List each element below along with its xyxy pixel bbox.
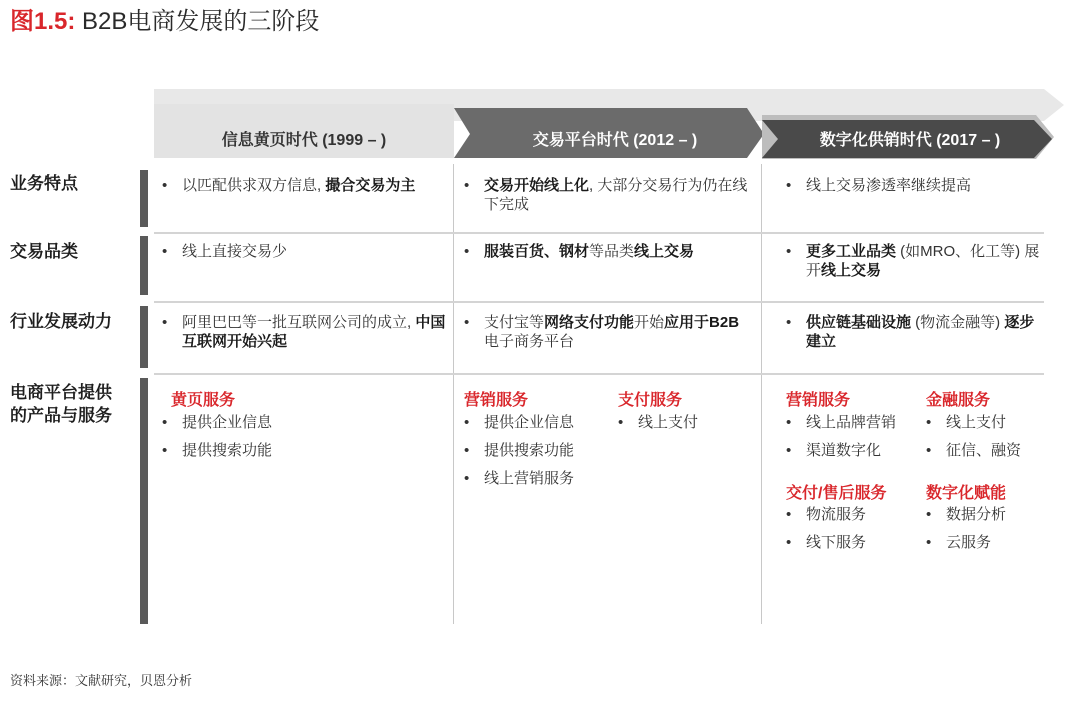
bullet: •: [464, 243, 470, 260]
service-item: [162, 441, 272, 461]
cell-drivers-era3: [786, 313, 1044, 351]
service-item-text: 线上支付: [638, 414, 699, 431]
service-item: [926, 533, 991, 553]
bullet: •: [926, 534, 932, 551]
service-item: [786, 441, 881, 461]
cell-text-bold: 逐步建立: [806, 314, 1035, 350]
row-divider: [154, 373, 1044, 375]
service-item-text: 征信、融资: [946, 442, 1022, 459]
service-item-text: 线上支付: [946, 414, 1007, 431]
service-heading-delivery: 交付/售后服务: [786, 485, 887, 502]
service-item: [618, 413, 698, 433]
row-divider: [154, 301, 1044, 303]
row-marker-bar: [140, 170, 148, 227]
bullet: •: [464, 470, 470, 487]
figure-title-text: B2B电商发展的三阶段: [82, 8, 320, 35]
bullet: •: [786, 177, 792, 194]
service-item-text: 线上品牌营销: [806, 414, 897, 431]
service-item-text: 数据分析: [946, 506, 1007, 523]
service-heading-payment: 支付服务: [618, 392, 683, 409]
cell-drivers-era1: [162, 313, 447, 351]
service-heading-yellow-pages: 黄页服务: [171, 392, 236, 409]
service-item: [786, 413, 896, 433]
cell-features-era3: [786, 176, 1041, 195]
bullet: •: [464, 314, 470, 331]
bullet: •: [786, 506, 792, 523]
cell-text: 支付宝等: [484, 314, 545, 331]
service-item-text: 线上营销服务: [484, 470, 575, 487]
bullet: •: [786, 442, 792, 459]
service-item: [162, 413, 272, 433]
cell-text-bold: 撮合交易为主: [325, 177, 416, 194]
bullet: •: [464, 442, 470, 459]
service-item: [464, 441, 574, 461]
cell-text-bold: 更多工业品类: [806, 243, 897, 260]
service-item: [464, 469, 574, 489]
bullet: •: [162, 442, 168, 459]
service-item-text: 线下服务: [806, 534, 867, 551]
cell-text-bold: 中国互联网开始兴起: [182, 314, 446, 350]
service-item: [786, 505, 866, 525]
cell-text-bold: 应用于B2B: [664, 314, 740, 331]
bullet: •: [162, 243, 168, 260]
service-item-text: 渠道数字化: [806, 442, 882, 459]
cell-text-bold: 供应链基础设施: [806, 314, 912, 331]
cell-features-era1: [162, 176, 447, 195]
row-marker-bar: [140, 306, 148, 368]
cell-text: 阿里巴巴等一批互联网公司的成立,: [182, 314, 416, 331]
bullet: •: [162, 414, 168, 431]
cell-text: (如MRO、化工等) 展开: [806, 243, 1040, 279]
cell-categories-era2: [464, 242, 754, 261]
cell-categories-era3: [786, 242, 1044, 280]
cell-text-bold: 服装百货、钢材: [484, 243, 590, 260]
service-item: [926, 413, 1006, 433]
era-label-digital-supply: 数字化供销时代 (2017 – ): [819, 132, 1001, 149]
service-heading-finance: 金融服务: [926, 392, 991, 409]
cell-text: 开始: [634, 314, 665, 331]
service-item-text: 提供企业信息: [484, 414, 575, 431]
row-label-line-1: 电商平台提供: [10, 383, 112, 402]
source-note: 资料来源：文献研究，贝恩分析: [10, 673, 193, 688]
cell-text-bold: 线上交易: [821, 262, 882, 279]
cell-categories-era1: [162, 242, 447, 261]
row-label-trade-categories: 交易品类: [10, 242, 78, 261]
service-item-text: 提供搜索功能: [182, 442, 273, 459]
row-label-products-services: [10, 381, 112, 427]
cell-text-bold: 线上交易: [634, 243, 695, 260]
cell-drivers-era2: [464, 313, 749, 351]
bullet: •: [618, 414, 624, 431]
era-label-trading-platform: 交易平台时代 (2012 – ): [532, 132, 698, 149]
bullet: •: [786, 243, 792, 260]
bullet: •: [464, 414, 470, 431]
service-item: [464, 413, 574, 433]
row-divider: [154, 232, 1044, 234]
service-heading-marketing: 营销服务: [464, 392, 529, 409]
bullet: •: [926, 414, 932, 431]
row-label-growth-drivers: 行业发展动力: [10, 312, 112, 331]
bullet: •: [786, 534, 792, 551]
service-item: [926, 505, 1006, 525]
bullet: •: [926, 506, 932, 523]
figure-number: 图1.5:: [10, 8, 76, 35]
service-heading-digital-enablement: 数字化赋能: [926, 485, 1007, 502]
service-item-text: 提供企业信息: [182, 414, 273, 431]
service-item: [926, 441, 1021, 461]
era-label-yellow-pages: 信息黄页时代 (1999 – ): [221, 132, 387, 149]
row-marker-bar: [140, 236, 148, 295]
row-label-line-2: 的产品与服务: [10, 406, 112, 425]
cell-text-bold: 交易开始线上化: [484, 177, 590, 194]
bullet: •: [786, 314, 792, 331]
cell-text: 以匹配供求双方信息,: [182, 177, 326, 194]
cell-text: 线上直接交易少: [182, 243, 288, 260]
cell-features-era2: [464, 176, 754, 214]
service-item-text: 提供搜索功能: [484, 442, 575, 459]
bullet: •: [162, 314, 168, 331]
service-item-text: 云服务: [946, 534, 992, 551]
service-heading-marketing: 营销服务: [786, 392, 851, 409]
cell-text: 等品类: [589, 243, 635, 260]
cell-text-bold: 网络支付功能: [544, 314, 635, 331]
row-marker-bar: [140, 378, 148, 624]
cell-text: 线上交易渗透率继续提高: [806, 177, 972, 194]
bullet: •: [162, 177, 168, 194]
service-item: [786, 533, 866, 553]
cell-text: , 大部分交易行为仍在线下完成: [484, 177, 748, 213]
bullet: •: [464, 177, 470, 194]
row-label-business-features: 业务特点: [10, 174, 78, 193]
service-item-text: 物流服务: [806, 506, 867, 523]
cell-text: (物流金融等): [911, 314, 1005, 331]
bullet: •: [786, 414, 792, 431]
bullet: •: [926, 442, 932, 459]
cell-text: 电子商务平台: [484, 333, 575, 350]
